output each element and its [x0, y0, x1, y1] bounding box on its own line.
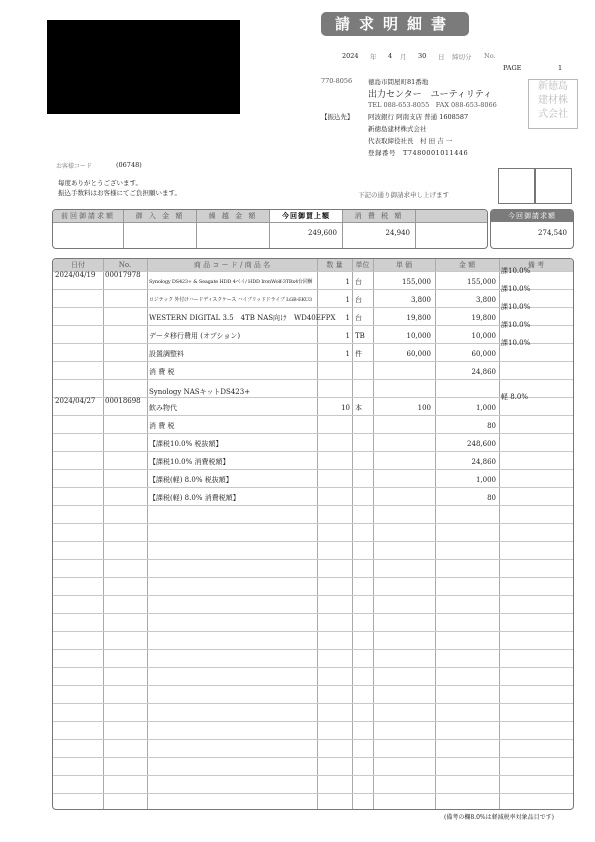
- cell-name: データ移行費用 (オプション): [149, 332, 241, 340]
- cell-no: 00017978: [105, 271, 141, 279]
- redacted-block: [47, 20, 240, 114]
- cell-date: 2024/04/27: [55, 397, 96, 405]
- header-no: No.: [118, 261, 132, 269]
- issuer-phone: TEL 088-653-8055 FAX 088-653-8066: [368, 101, 497, 109]
- cell-note: 軽 8.0%: [501, 393, 529, 401]
- summary-tax-value: 24,940: [385, 229, 410, 237]
- bank-label: 【振込先】: [321, 113, 354, 121]
- summary-box: [52, 209, 488, 249]
- summary-header-previous: 前回御請求額: [53, 210, 123, 222]
- table-row: [53, 321, 573, 343]
- cell-unit: TB: [355, 332, 365, 340]
- row-divider: [53, 721, 573, 722]
- table-row: [53, 267, 573, 289]
- footnote: (備考の欄8.0%は軽減税率対象品目です): [444, 814, 554, 821]
- date-year: 2024: [342, 52, 359, 60]
- issuer-postal: 770-8056: [321, 77, 353, 85]
- row-divider: [53, 631, 573, 632]
- cell-unit: 台: [355, 278, 362, 286]
- cell-name: 消 費 税: [149, 422, 175, 430]
- cell-qty: 1: [345, 350, 350, 358]
- cell-no: 00018698: [105, 397, 141, 405]
- cell-price: 60,000: [406, 350, 431, 358]
- page-label: PAGE: [503, 64, 522, 72]
- request-text: 下記の通り御請求申し上げます: [358, 191, 449, 199]
- table-row: [53, 285, 573, 307]
- cell-amount: 24,860: [471, 458, 496, 466]
- row-divider: [53, 523, 573, 524]
- row-divider: [53, 757, 573, 758]
- issuer-company: 新徳島建材株式会社: [368, 125, 427, 133]
- stamp-box-2: [534, 168, 572, 204]
- row-divider: [53, 703, 573, 704]
- header-product: 商 品 コ ー ド / 商 品 名: [193, 261, 271, 269]
- table-row: [53, 393, 573, 415]
- cell-note: 課10.0%: [501, 303, 531, 311]
- cell-name: 設置調整料: [149, 350, 184, 358]
- cell-price: 100: [417, 404, 431, 412]
- customer-code: (06748): [116, 161, 142, 169]
- cell-name: ロジテック 外付けハードディスクケース ハイブリッドドライブ LGB-EKU3: [149, 297, 312, 303]
- cell-name: 【課税(軽) 8.0% 税抜額】: [149, 476, 233, 484]
- issuer-center: 出力センター ユーティリティ: [368, 90, 493, 100]
- issuer-address: 徳島市問屋町81番地: [368, 78, 429, 86]
- cell-qty: 1: [345, 278, 350, 286]
- cell-amount: 24,860: [471, 368, 496, 376]
- cell-amount: 155,000: [467, 278, 496, 286]
- cell-price: 3,800: [410, 296, 431, 304]
- table-row: [53, 303, 573, 325]
- cell-qty: 1: [345, 314, 350, 322]
- current-billing-label: 今回御請求額: [491, 210, 573, 222]
- summary-header-purchase: 今回御買上額: [270, 210, 342, 222]
- row-divider: [53, 613, 573, 614]
- summary-purchase-value: 249,600: [308, 229, 337, 237]
- row-divider: [53, 739, 573, 740]
- cell-qty: 10: [341, 404, 350, 412]
- registration-number: 登録番号 T7480001011446: [368, 149, 469, 157]
- cell-note: 課10.0%: [501, 267, 531, 275]
- cell-note: 課10.0%: [501, 321, 531, 329]
- cell-name: 【課税10.0% 税抜額】: [149, 440, 223, 448]
- row-divider: [53, 541, 573, 542]
- cell-qty: 1: [345, 296, 350, 304]
- cell-amount: 80: [487, 422, 496, 430]
- cell-amount: 1,000: [475, 404, 496, 412]
- row-divider: [53, 577, 573, 578]
- table-row: [53, 469, 573, 487]
- greeting-line-1: 毎度ありがとうございます。: [58, 179, 142, 187]
- summary-header-carryover: 繰 越 金 額: [197, 210, 269, 222]
- cell-name: Synology DS423+ & Seagate HDD 4ベイ/ HDD IronWolf-3TBx4台同梱: [149, 279, 313, 285]
- cell-amount: 19,800: [471, 314, 496, 322]
- row-divider: [53, 649, 573, 650]
- row-divider: [53, 667, 573, 668]
- current-billing-box: [490, 209, 574, 249]
- cell-amount: 248,600: [467, 440, 496, 448]
- summary-header-payment: 御 入 金 額: [124, 210, 196, 222]
- issuer-representative: 代表取締役社長 村 田 吉 一: [368, 137, 453, 145]
- header-amount: 金 額: [458, 261, 476, 269]
- cell-price: 155,000: [402, 278, 431, 286]
- row-divider: [53, 775, 573, 776]
- cell-name: 飲み物代: [149, 404, 177, 412]
- detail-table: [52, 258, 574, 810]
- bank-account: 阿波銀行 阿南支店 普通 1608587: [368, 113, 469, 121]
- cell-name: 【課税10.0% 消費税額】: [149, 458, 230, 466]
- cell-unit: 台: [355, 314, 362, 322]
- customer-code-label: お客様コード: [56, 163, 93, 170]
- cell-note: 課10.0%: [501, 339, 531, 347]
- cell-unit: 台: [355, 296, 362, 304]
- header-date: 日付: [71, 261, 85, 269]
- cell-unit: 件: [355, 350, 362, 358]
- summary-header-tax: 消 費 税 額: [343, 210, 415, 222]
- cell-qty: 1: [345, 332, 350, 340]
- row-divider: [53, 793, 573, 794]
- cell-note: 課10.0%: [501, 285, 531, 293]
- table-row: [53, 415, 573, 433]
- date-month-label: 月: [400, 53, 407, 61]
- greeting-line-2: 振込手数料はお客様にてご負担願います。: [58, 189, 181, 197]
- cell-amount: 1,000: [475, 476, 496, 484]
- date-day: 30: [418, 52, 427, 60]
- table-row: [53, 487, 573, 505]
- cell-price: 10,000: [406, 332, 431, 340]
- company-seal: 新徳島 建材株 式会社: [528, 79, 578, 129]
- cell-name: Synology NASキットDS423+: [149, 388, 251, 396]
- header-notes: 備 考: [527, 261, 545, 269]
- table-row: [53, 379, 573, 397]
- number-label: No.: [484, 52, 496, 60]
- cell-name: 【課税(軽) 8.0% 消費税額】: [149, 494, 240, 502]
- header-qty: 数 量: [326, 261, 343, 269]
- date-month: 4: [388, 52, 393, 60]
- cell-amount: 60,000: [471, 350, 496, 358]
- cell-date: 2024/04/19: [55, 271, 96, 279]
- summary-header-blank: [416, 210, 487, 222]
- cell-unit: 本: [355, 404, 362, 412]
- cell-amount: 3,800: [475, 296, 496, 304]
- cell-price: 19,800: [406, 314, 431, 322]
- row-divider: [53, 505, 573, 506]
- row-divider: [53, 559, 573, 560]
- table-row: [53, 451, 573, 469]
- table-row: [53, 339, 573, 361]
- table-row: [53, 433, 573, 451]
- row-divider: [53, 685, 573, 686]
- current-billing-value: 274,540: [538, 229, 567, 237]
- header-price: 単 価: [395, 261, 413, 269]
- cell-name: WESTERN DIGITAL 3.5 4TB NAS向け WD40EFPX: [149, 314, 336, 322]
- document-title: 請求明細書: [321, 12, 469, 36]
- date-year-label: 年: [370, 53, 377, 61]
- table-row: [53, 361, 573, 379]
- stamp-box-1: [498, 168, 536, 204]
- row-divider: [53, 595, 573, 596]
- cell-amount: 10,000: [471, 332, 496, 340]
- page-number: 1: [558, 64, 563, 72]
- date-day-label: 日: [438, 53, 445, 61]
- cutoff-label: 締切分: [452, 53, 472, 61]
- cell-name: 消 費 税: [149, 368, 175, 376]
- header-unit: 単位: [355, 261, 370, 269]
- cell-amount: 80: [487, 494, 496, 502]
